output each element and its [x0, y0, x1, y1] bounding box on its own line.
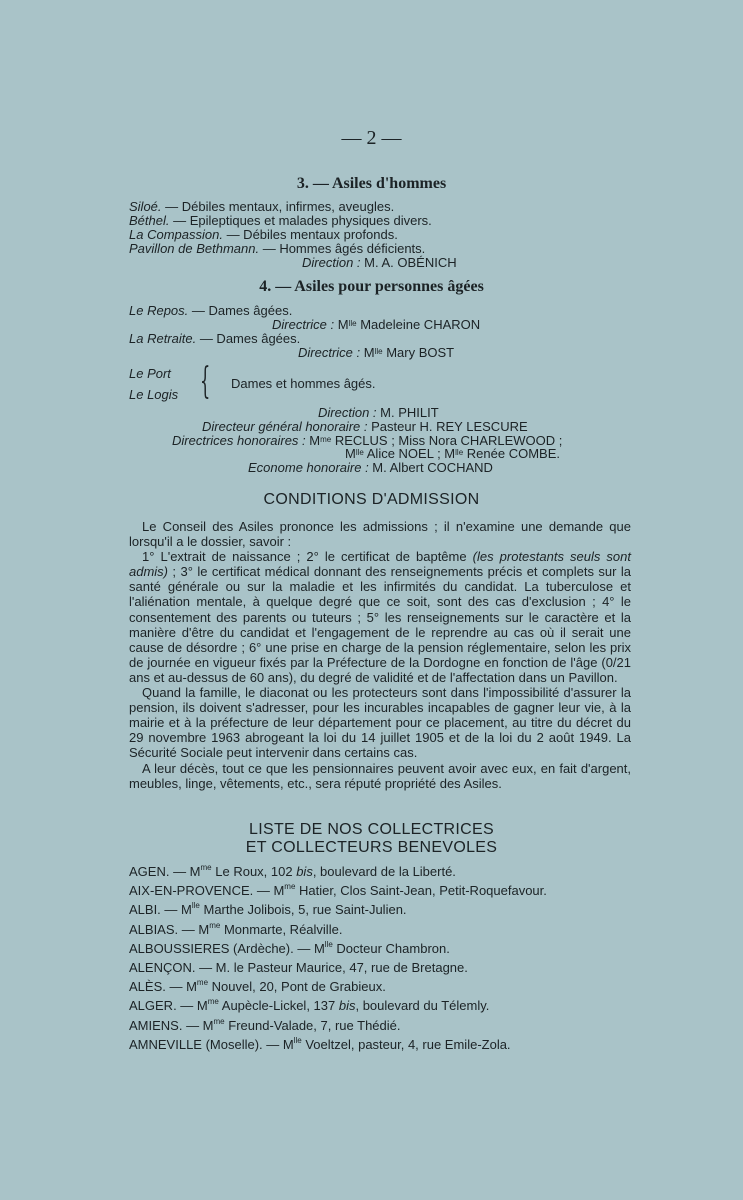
conditions-paragraph-4: A leur décès, tout ce que les pensionnaires peuvent avoir avec eux, en fait d'argent, meubles, linge, vêtements, etc., sera réputé propriété des Asiles.: [129, 760, 631, 791]
title-sup: lle: [355, 448, 364, 457]
section-4-title: 4. — Asiles pour personnes âgées: [259, 278, 484, 295]
collector-entry: [129, 941, 450, 956]
direction-value: M. A. OBÉNICH: [360, 255, 457, 270]
eco-label: Econome honoraire :: [248, 460, 369, 475]
conditions-paragraph-2: [129, 549, 631, 685]
collector-rest: Docteur Chambron.: [332, 940, 450, 956]
item-name: La Retraite.: [129, 331, 197, 346]
item-compassion: [129, 227, 398, 242]
dg-value: Pasteur H. REY LESCURE: [367, 419, 528, 434]
item-text: — Débiles mentaux, infirmes, aveugles.: [161, 199, 395, 214]
item-name: Siloé.: [129, 199, 162, 214]
port-logis-description: Dames et hommes âgés.: [231, 376, 376, 391]
collector-entry: [129, 922, 342, 937]
conditions-paragraph-3: Quand la famille, le diaconat ou les protecteurs sont dans l'impossibilité d'assurer la pension, ils doivent s'adresser, pour les incurables incapables de gagner leur vie, à la mairie et à la préfecture de leur département pour ce placement, au titre du décret du 29 novembre 1963 abrogeant la loi du 14 juillet 1905 et de la loi du 2 août 1949. La Sécurité Sociale peut intervenir dans certains cas.: [129, 685, 631, 761]
collector-city: AMIENS. — M: [129, 1017, 214, 1033]
item-text: — Dames âgées.: [188, 303, 293, 318]
section-4-direction: [318, 405, 439, 420]
repos-directrice: [272, 317, 480, 332]
collector-rest: Voeltzel, pasteur, 4, rue Emile-Zola.: [301, 1036, 511, 1052]
eco-value: M. Albert COCHAND: [368, 460, 493, 475]
collector-rest: Monmarte, Réalville.: [220, 921, 343, 937]
collector-sup: me: [213, 1016, 225, 1026]
title-prefix: M: [305, 433, 321, 448]
collector-sup: me: [209, 920, 221, 930]
directrice-name: Madeleine CHARON: [356, 317, 481, 332]
item-text: — Débiles mentaux profonds.: [222, 227, 398, 242]
section-3-title: 3. — Asiles d'hommes: [296, 175, 447, 192]
retraite-directrice: [298, 345, 454, 360]
collector-entry: [129, 979, 386, 994]
dh-label: Directrices honoraires :: [172, 433, 306, 448]
conditions-paragraph-1: Le Conseil des Asiles prononce les admissions ; il n'examine une demande que lorsqu'il a le dossier, savoir :: [129, 519, 631, 550]
section-3-direction: [302, 255, 457, 270]
collector-rest2: , boulevard de la Liberté.: [312, 864, 456, 879]
directrice-label: Directrice :: [272, 317, 335, 332]
direction-label: Direction :: [302, 255, 361, 270]
collector-city: ALBI. — M: [129, 902, 192, 918]
item-text: — Dames âgées.: [196, 331, 301, 346]
collector-rest: Freund-Valade, 7, rue Thédié.: [224, 1017, 401, 1033]
item-name: Pavillon de Bethmann.: [129, 241, 260, 256]
collector-rest: Marthe Jolibois, 5, rue Saint-Julien.: [199, 902, 407, 918]
collector-it: bis: [338, 998, 356, 1014]
title-sup: lle: [348, 319, 357, 328]
dg-label: Directeur général honoraire :: [202, 419, 368, 434]
title-sup: lle: [374, 347, 383, 356]
directrice-label: Directrice :: [298, 345, 361, 360]
page-number: — 2 —: [341, 127, 402, 149]
collector-sup: lle: [191, 901, 200, 911]
item-bethel: [129, 213, 432, 228]
collector-sup: lle: [324, 939, 333, 949]
direction-label: Direction :: [318, 405, 377, 420]
collector-city: AIX-EN-PROVENCE. — M: [129, 883, 285, 899]
conditions-text: [129, 519, 631, 791]
item-retraite: [129, 331, 300, 346]
liste-title-1: LISTE DE NOS COLLECTRICES: [249, 821, 494, 838]
collector-sup: me: [207, 997, 219, 1007]
item-name: Le Repos.: [129, 303, 189, 318]
collector-entry: [129, 1037, 511, 1052]
title-prefix: M: [345, 446, 356, 461]
item-name: La Compassion.: [129, 227, 223, 242]
econome-honoraire: [248, 460, 493, 475]
title-prefix: M: [360, 345, 375, 360]
p2-end: ; 3° le certificat médical donnant des renseignements précis et complets sur la santé générale ou sur la maladie et les infirmités du candidat. La tuberculose et l'aliénation mentale, à quelque degré que ce soit, sont des cas d'exclusion ; 4° le consentement des parents ou tuteurs ; 5° les renseignements sur le caractère et la manière d'être du candidat et l'engagement de le reprendre au cas où il serait une cause de désordre ; 6° une prise en charge de la pension réglementaire, selon les prix de journée en vigueur fixés par la Préfecture de la Dordogne en fonction de l'âge (0/21 ans et au-dessus de 60 ans), du degré de validité et de l'affectation dans un Pavillon.: [129, 564, 631, 685]
collector-rest2: , boulevard du Télemly.: [355, 998, 490, 1014]
collector-sup: lle: [293, 1035, 302, 1045]
collector-entry: [129, 902, 407, 917]
direction-value: M. PHILIT: [376, 405, 439, 420]
item-pavillon-bethmann: [129, 241, 425, 256]
dh-names-1: RECLUS ; Miss Nora CHARLEWOOD ;: [331, 433, 563, 448]
p2-start: 1° L'extrait de naissance ; 2° le certificat de baptême: [142, 549, 473, 565]
conditions-title: CONDITIONS D'ADMISSION: [263, 491, 480, 508]
directrices-honoraires-2: [345, 446, 560, 461]
directrice-name: Mary BOST: [382, 345, 455, 360]
item-text: — Epileptiques et malades physiques divers.: [169, 213, 432, 228]
item-port: Le Port: [129, 366, 171, 381]
title-prefix: M: [334, 317, 349, 332]
item-siloe: [129, 199, 394, 214]
collector-city: ALÈS. — M: [129, 979, 197, 995]
collector-city: ALENÇON. — M. le Pasteur Maurice, 47, rue de Bretagne.: [129, 960, 468, 975]
collector-city: AMNEVILLE (Moselle). — M: [129, 1036, 294, 1052]
collector-city: AGEN. — M: [129, 864, 201, 879]
p2-italic: (les protestants seuls sont admis): [129, 549, 631, 580]
item-name: Béthel.: [129, 213, 170, 228]
liste-title-2: ET COLLECTEURS BENEVOLES: [245, 839, 498, 856]
collector-entry: [129, 960, 468, 975]
collector-city: ALBOUSSIERES (Ardèche). — M: [129, 940, 325, 956]
collector-city: ALGER. — M: [129, 998, 208, 1014]
collector-sup: me: [196, 978, 209, 988]
collector-city: ALBIAS. — M: [129, 921, 210, 937]
collector-rest: Le Roux, 102: [211, 864, 297, 879]
collector-rest: Hatier, Clos Saint-Jean, Petit-Roquefavour.: [295, 883, 547, 899]
collector-entry: [129, 883, 547, 898]
collector-rest: Aupècle-Lickel, 137: [218, 998, 339, 1014]
collector-entry: [129, 1018, 401, 1033]
collector-sup: me: [284, 882, 296, 892]
collector-it: bis: [296, 864, 313, 879]
item-logis: Le Logis: [129, 387, 179, 402]
collector-rest: Nouvel, 20, Pont de Grabieux.: [208, 979, 386, 995]
title-sup: lle: [455, 448, 464, 457]
item-repos: [129, 303, 292, 318]
item-text: — Hommes âgés déficients.: [259, 241, 426, 256]
brace-icon: {: [200, 361, 211, 402]
dh-names-2b: Renée COMBE.: [463, 446, 560, 461]
directeur-general-honoraire: [202, 419, 528, 434]
dh-names-2a: Alice NOEL ; M: [363, 446, 456, 461]
collector-entry: [129, 864, 456, 879]
title-sup: me: [320, 435, 332, 444]
collector-entry: [129, 998, 489, 1013]
collector-sup: me: [200, 863, 212, 872]
